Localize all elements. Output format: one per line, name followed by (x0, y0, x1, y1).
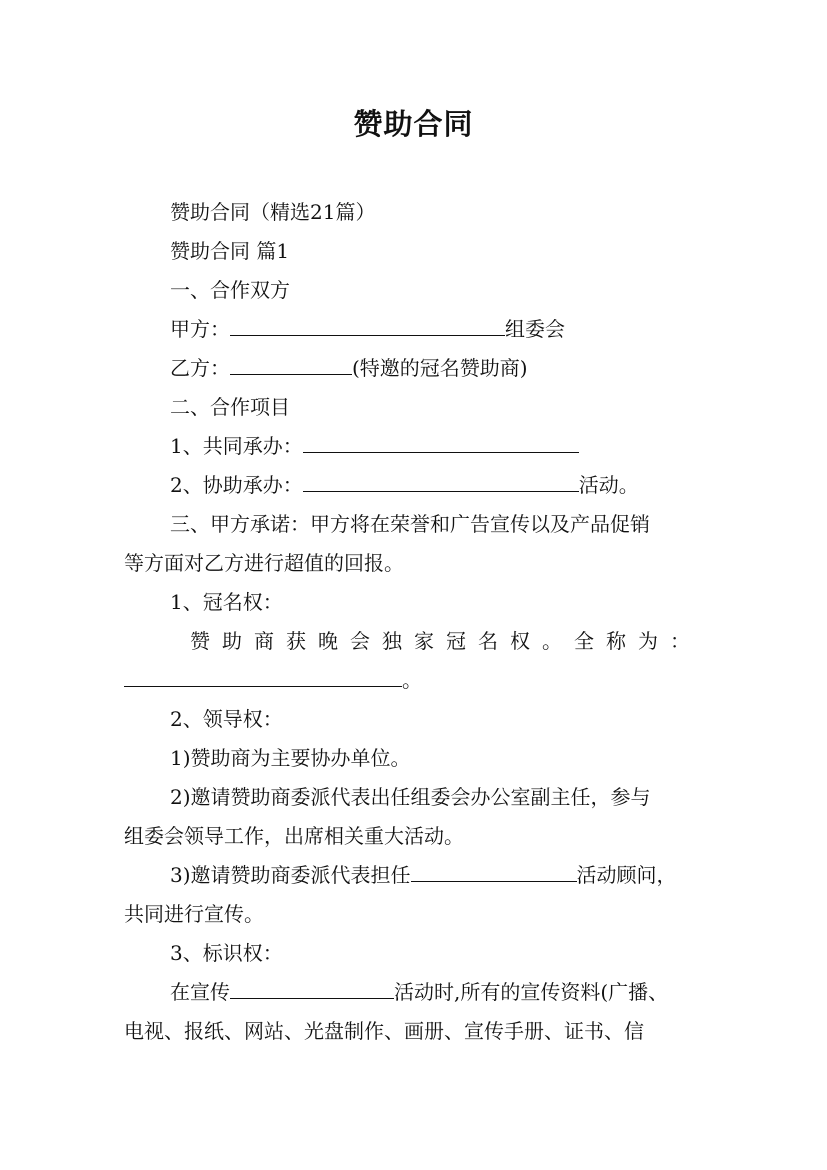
party-a-suffix: 组委会 (505, 317, 565, 341)
item1-label: 1、共同承办： (170, 434, 303, 458)
item2-line (170, 471, 639, 499)
naming-char: 会 (350, 629, 370, 653)
logo-rights-suffix: 活动时,所有的宣传资料(广播、 (394, 980, 669, 1004)
logo-rights-blank (230, 980, 394, 999)
leadership-p3-prefix: 3)邀请赞助商委派代表担任 (170, 863, 411, 887)
naming-char: 名 (478, 629, 498, 653)
commitment-line-2: 等方面对乙方进行超值的回报。 (124, 551, 404, 575)
naming-spread-line (190, 627, 690, 655)
leadership-heading: 2、领导权： (170, 707, 283, 731)
naming-char: 。 (542, 629, 562, 653)
leadership-p3-line-2: 共同进行宣传。 (124, 902, 264, 926)
naming-blank-line (124, 666, 422, 694)
item2-suffix: 活动。 (578, 473, 639, 497)
party-a-blank (230, 317, 505, 336)
naming-blank (124, 668, 402, 687)
naming-char: 获 (286, 629, 306, 653)
naming-char: ： (670, 629, 690, 653)
item2-label: 2、协助承办： (170, 473, 303, 497)
party-a-label: 甲方： (170, 317, 230, 341)
naming-char: 家 (414, 629, 434, 653)
party-b-blank (230, 356, 352, 375)
leadership-p3-suffix: 活动顾问， (576, 863, 677, 887)
section-heading: 赞助合同 篇1 (170, 239, 290, 263)
logo-rights-line-2: 电视、报纸、网站、光盘制作、画册、宣传手册、证书、信 (124, 1019, 644, 1043)
naming-char: 独 (382, 629, 402, 653)
leadership-p2-line-2: 组委会领导工作，出席相关重大活动。 (124, 824, 464, 848)
item1-line (170, 432, 579, 460)
naming-heading: 1、冠名权： (170, 590, 283, 614)
leadership-p3-blank (411, 863, 577, 882)
logo-rights-heading: 3、标识权： (170, 941, 283, 965)
naming-char: 商 (254, 629, 274, 653)
heading-parties: 一、合作双方 (170, 278, 290, 302)
commitment-line-1: 三、甲方承诺：甲方将在荣誉和广告宣传以及产品促销 (170, 512, 650, 536)
document-title: 赞助合同 (353, 107, 474, 141)
subtitle: 赞助合同（精选21篇） (170, 200, 376, 224)
naming-end: 。 (402, 668, 422, 692)
party-b-suffix: (特邀的冠名赞助商) (352, 356, 528, 380)
naming-char: 为 (638, 629, 658, 653)
naming-char: 全 (574, 629, 594, 653)
item1-blank (303, 434, 579, 453)
naming-char: 冠 (446, 629, 466, 653)
naming-char: 称 (606, 629, 626, 653)
leadership-p1: 1)赞助商为主要协办单位。 (170, 746, 411, 770)
logo-rights-line-1 (170, 978, 668, 1006)
leadership-p3-line-1 (170, 861, 677, 889)
heading-project: 二、合作项目 (170, 395, 290, 419)
party-b-label: 乙方： (170, 356, 230, 380)
naming-char: 助 (222, 629, 242, 653)
logo-rights-prefix: 在宣传 (170, 980, 230, 1004)
party-a-line (170, 315, 565, 343)
naming-char: 赞 (190, 629, 210, 653)
naming-char: 权 (510, 629, 530, 653)
item2-blank (303, 473, 579, 492)
naming-char: 晚 (318, 629, 338, 653)
leadership-p2-line-1: 2)邀请赞助商委派代表出任组委会办公室副主任，参与 (170, 785, 651, 809)
party-b-line (170, 354, 528, 382)
